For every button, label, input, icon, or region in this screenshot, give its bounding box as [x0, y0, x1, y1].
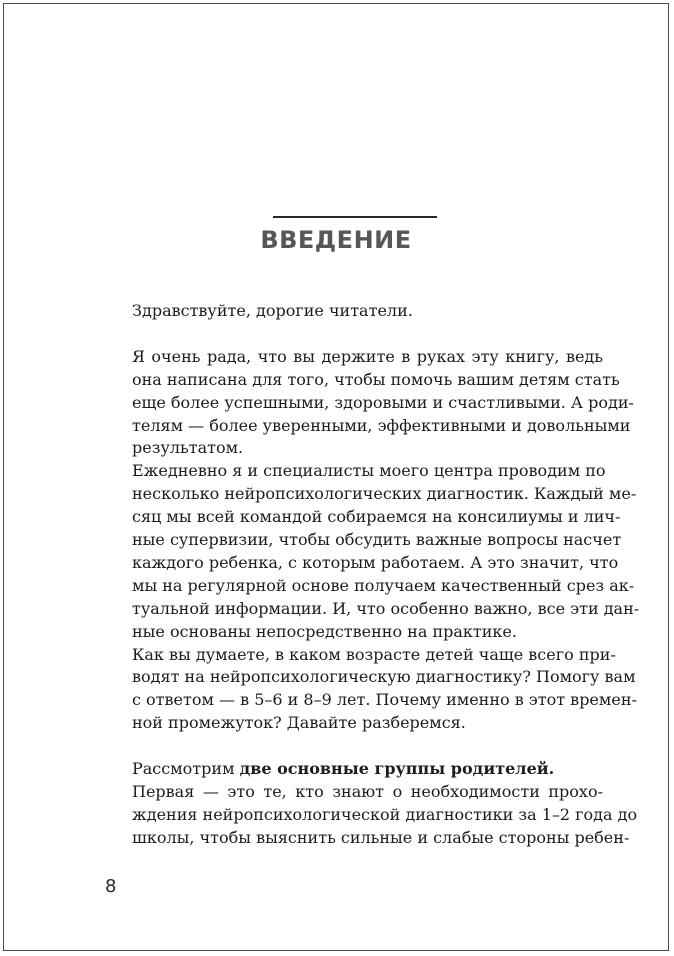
text-line: с ответом — в 5–6 и 8–9 лет. Почему именно в этот времен-	[132, 690, 637, 710]
text-line: каждого ребенка, с которым работаем. А это значит, что	[132, 552, 619, 572]
paragraph-spacer	[105, 735, 603, 758]
chapter-title: ВВЕДЕНИЕ	[260, 226, 412, 254]
book-page	[3, 3, 669, 951]
title-rule	[273, 216, 437, 218]
text-line: школы, чтобы выяснить сильные и слабые стороны ребен-	[132, 827, 630, 847]
text-line: она написана для того, чтобы помочь вашим детям стать	[132, 369, 620, 389]
text-line: мы на регулярной основе получаем качественный срез ак-	[132, 575, 635, 595]
text-line: результатом.	[132, 438, 244, 458]
paragraph-groups	[105, 758, 603, 781]
text-line	[105, 758, 603, 781]
text-line: Здравствуйте, дорогие читатели.	[132, 301, 413, 320]
body-text	[105, 300, 640, 850]
text-line: ные супервизии, чтобы обсудить важные вопросы насчет	[132, 530, 622, 550]
paragraph-center	[105, 460, 640, 643]
bold-emphasis: две основные группы родителей.	[239, 759, 555, 779]
text-line: сяц мы всей командой собираемся на консилиумы и лич-	[132, 507, 621, 527]
text-line: еще более успешными, здоровыми и счастливыми. А роди-	[132, 392, 634, 412]
paragraph-age	[105, 644, 637, 736]
text-line: водят на нейропсихологическую диагностику? Помогу вам	[132, 667, 636, 687]
text-line: ные основаны непосредственно на практике.	[132, 621, 517, 641]
lead-text: Рассмотрим	[132, 759, 240, 779]
text-line: Первая — это те, кто знают о необходимости прохо-	[132, 782, 603, 801]
text-line: Ежедневно я и специалисты моего центра проводим по	[132, 461, 606, 481]
text-line: телям — более уверенными, эффективными и довольными	[132, 415, 631, 435]
paragraph-first-group	[105, 781, 638, 850]
text-line: Как вы думаете, в каком возрасте детей чаще всего при-	[132, 644, 616, 664]
paragraph-greeting	[105, 300, 603, 323]
text-line: ной промежуток? Давайте разберемся.	[132, 713, 466, 733]
text-line: ждения нейропсихологической диагностики за 1–2 года до	[132, 804, 638, 824]
text-line: несколько нейропсихологических диагностик. Каждый ме-	[132, 484, 637, 504]
paragraph-intro	[105, 346, 634, 461]
page-number: 8	[105, 876, 117, 897]
text-line: Я очень рада, что вы держите в руках эту книгу, ведь	[132, 346, 603, 366]
text-line: туальной информации. И, что особенно важно, все эти дан-	[132, 598, 640, 618]
paragraph-spacer	[105, 323, 603, 346]
